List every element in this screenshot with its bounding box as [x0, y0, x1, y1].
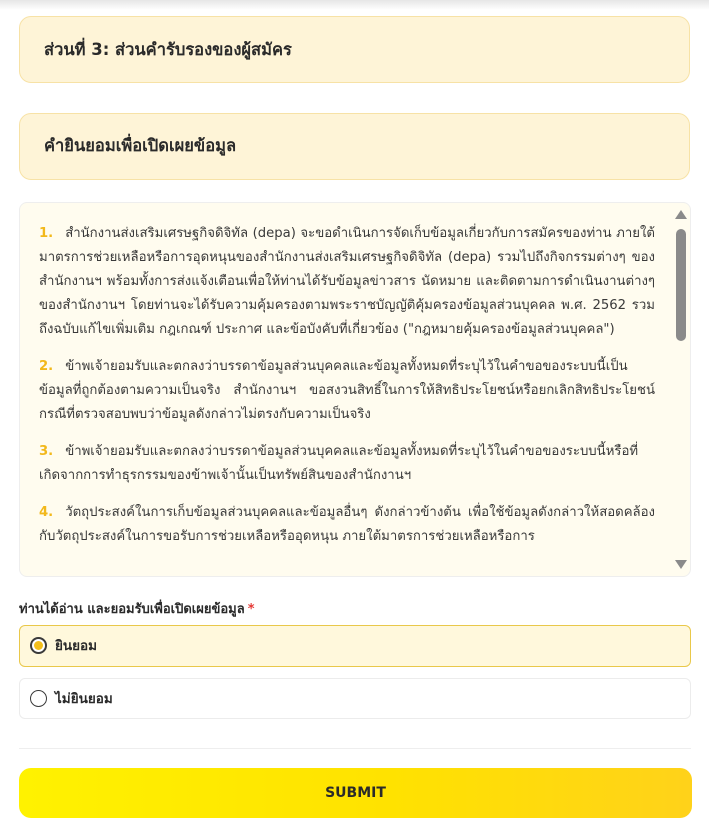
option-decline-label: ไม่ยินยอม — [55, 691, 113, 707]
paragraph-text: ข้าพเจ้ายอมรับและตกลงว่าบรรดาข้อมูลส่วนบุคคลและข้อมูลทั้งหมดที่ระบุไว้ในคำขอของระบบนี้เป็นข้อมูลที่ถูกต้องตามความเป็นจริง สำนักงานฯ ขอสงวนสิทธิ์ในการให้สิทธิประโยชน์หรือยกเลิกสิทธิประโยชน์กรณีที่ตรวจสอบพบว่าข้อมูลดังกล่าวไม่ตรงกับความเป็นจริง — [39, 359, 655, 422]
option-decline[interactable] — [19, 678, 691, 719]
consent-paragraph-2 — [39, 355, 655, 427]
consent-question-label — [19, 598, 255, 619]
required-marker: * — [247, 602, 255, 617]
section-title-card — [19, 16, 690, 83]
paragraph-number: 4. — [39, 505, 54, 520]
consent-paragraph-1 — [39, 222, 655, 342]
submit-button[interactable]: SUBMIT — [19, 768, 692, 818]
radio-accept-selected[interactable] — [30, 637, 47, 654]
consent-paragraph-3 — [39, 440, 655, 488]
divider — [19, 748, 691, 749]
scroll-up-arrow-icon[interactable] — [675, 210, 687, 219]
option-accept[interactable] — [19, 625, 691, 667]
scrollbar-thumb[interactable] — [676, 229, 686, 341]
paragraph-number: 1. — [39, 226, 54, 241]
consent-content — [39, 222, 655, 562]
option-accept-label: ยินยอม — [55, 638, 98, 654]
paragraph-number: 3. — [39, 444, 54, 459]
paragraph-number: 2. — [39, 359, 54, 374]
consent-paragraph-4 — [39, 501, 655, 549]
section-title: ส่วนที่ 3: ส่วนคำรับรองของผู้สมัคร — [44, 40, 292, 59]
paragraph-text: วัตถุประสงค์ในการเก็บข้อมูลส่วนบุคคลและข้อมูลอื่นๆ ดังกล่าวข้างต้น เพื่อใช้ข้อมูลดังกล่าวให้สอดคล้องกับวัตถุประสงค์ในการขอรับการช่วยเหลือหรืออุดหนุน ภายใต้มาตรการช่วยเหลือหรือการ — [39, 505, 655, 544]
consent-heading: คำยินยอมเพื่อเปิดเผยข้อมูล — [44, 136, 237, 155]
radio-decline[interactable] — [30, 690, 47, 707]
paragraph-text: ข้าพเจ้ายอมรับและตกลงว่าบรรดาข้อมูลส่วนบุคคลและข้อมูลทั้งหมดที่ระบุไว้ในคำขอของระบบนี้หรือที่เกิดจากการทำธุรกรรมของข้าพเจ้านั้นเป็นทรัพย์สินของสำนักงานฯ — [39, 444, 639, 483]
scroll-down-arrow-icon[interactable] — [675, 560, 687, 569]
paragraph-text: สำนักงานส่งเสริมเศรษฐกิจดิจิทัล (depa) จะขอดำเนินการจัดเก็บข้อมูลเกี่ยวกับการสมัครของท่าน ภายใต้มาตรการช่วยเหลือหรือการอุดหนุนของสำนักงานส่งเสริมเศรษฐกิจดิจิทัล (depa) รวมไปถึงกิจกรรมต่างๆ ของสำนักงานฯ พร้อมทั้งการส่งแจ้งเตือนเพื่อให้ท่านได้รับข้อมูลข่าวสาร นัดหมาย และติดตามการดำเนินงานต่างๆ ของสำนักงานฯ โดยท่านจะได้รับความคุ้มครองตามพระราชบัญญัติคุ้มครองข้อมูลส่วนบุคคล พ.ศ. 2562 รวมถึงฉบับแก้ไขเพิ่มเติม กฎเกณฑ์ ประกาศ และข้อบังคับที่เกี่ยวข้อง ("กฎหมายคุ้มครองข้อมูลส่วนบุคคล") — [39, 226, 655, 337]
consent-scroll-box[interactable] — [19, 202, 691, 577]
top-shadow — [0, 0, 709, 10]
question-text: ท่านได้อ่าน และยอมรับเพื่อเปิดเผยข้อมูล — [19, 602, 245, 617]
consent-heading-card — [19, 113, 690, 180]
